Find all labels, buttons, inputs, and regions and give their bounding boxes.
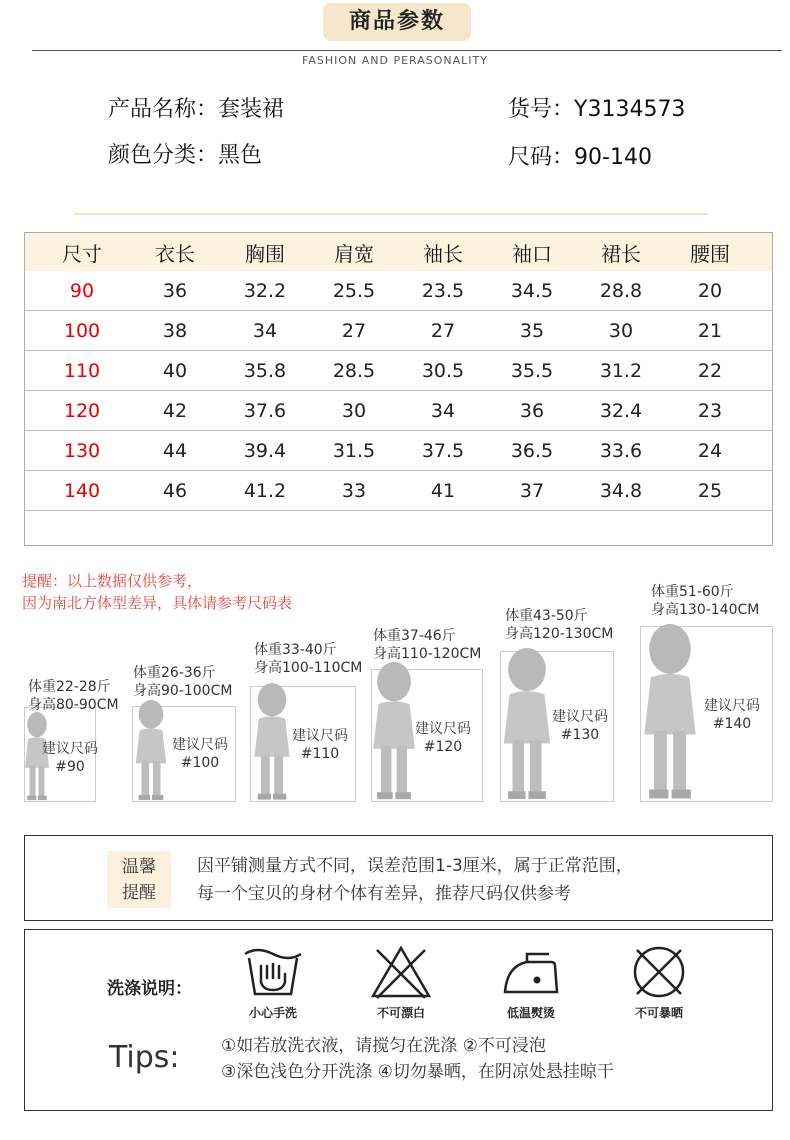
- figure-weight-height: [254, 641, 362, 677]
- figure-weight: 体重33-40斤: [254, 642, 337, 658]
- table-cell: 30: [608, 319, 634, 342]
- page-title: 商品参数: [323, 3, 471, 41]
- table-cell: 35.5: [510, 359, 554, 382]
- table-row: [25, 311, 772, 351]
- product-name-value: 套装裙: [218, 97, 285, 122]
- size-cell: 110: [63, 359, 101, 382]
- table-header-cell: 袖长: [423, 241, 463, 266]
- hand-wash-item: [233, 944, 313, 1021]
- warm-tip-text: [197, 852, 633, 908]
- table-cell: 23: [697, 399, 723, 422]
- suggest-label: 建议尺码: [552, 709, 608, 725]
- hand-wash-icon: [241, 944, 305, 1000]
- figure-height: 身高90-100CM: [133, 683, 233, 699]
- table-cell: 36.5: [510, 439, 554, 462]
- no-tumble-dry-icon: [627, 944, 691, 1000]
- figure-weight: 体重26-36斤: [133, 665, 216, 681]
- size-table: [24, 232, 773, 546]
- product-name: [108, 92, 284, 123]
- washing-instructions: [24, 929, 773, 1111]
- table-header-cell: 裙长: [601, 241, 641, 266]
- figure-height: 身高110-120CM: [373, 646, 482, 662]
- table-cell: 39.4: [243, 439, 287, 462]
- table-cell: 27: [341, 319, 367, 342]
- table-cell: 41.2: [243, 479, 287, 502]
- table-cell: 28.8: [599, 279, 643, 302]
- figure-suggestion: [692, 697, 772, 733]
- table-row: [25, 351, 772, 391]
- table-cell: 37.6: [243, 399, 287, 422]
- table-row: [25, 271, 772, 311]
- table-cell: 28.5: [332, 359, 376, 382]
- product-color-label: 颜色分类：: [108, 143, 219, 168]
- suggest-size: #90: [55, 759, 85, 775]
- table-cell: 24: [697, 439, 723, 462]
- table-cell: 35.8: [243, 359, 287, 382]
- product-sku-label: 货号：: [508, 97, 575, 122]
- table-cell: 37.5: [421, 439, 465, 462]
- table-cell: 40: [162, 359, 188, 382]
- table-cell: 31.5: [332, 439, 376, 462]
- table-cell: 33.6: [599, 439, 643, 462]
- table-cell: 25: [697, 479, 723, 502]
- table-cell: 32.4: [599, 399, 643, 422]
- table-row: [25, 391, 772, 431]
- figure-suggestion: [160, 736, 240, 772]
- product-color: [108, 138, 262, 169]
- table-header-cell: 胸围: [245, 241, 285, 266]
- product-size-value: 90-140: [574, 145, 652, 170]
- table-header-cell: 腰围: [690, 241, 730, 266]
- figure-height: 身高100-110CM: [254, 660, 363, 676]
- warm-tip-badge-line-2: 提醒: [122, 883, 156, 903]
- suggest-label: 建议尺码: [292, 728, 348, 744]
- low-iron-item: [491, 944, 571, 1021]
- table-header-cell: 衣长: [155, 241, 195, 266]
- table-cell: 42: [162, 399, 188, 422]
- table-header-cell: 尺寸: [62, 241, 102, 266]
- size-reminder: [22, 570, 292, 614]
- section-divider: [74, 213, 708, 215]
- table-cell: 41: [430, 479, 456, 502]
- figure-suggestion: [403, 720, 483, 756]
- size-table-header: [25, 233, 772, 271]
- table-cell: 20: [697, 279, 723, 302]
- low-iron-label: 低温熨烫: [506, 1006, 555, 1020]
- warm-tip-badge: [107, 851, 171, 908]
- tip-line-2: ③深色浅色分开洗涤 ④切勿暴晒，在阴凉处悬挂晾干: [221, 1062, 614, 1082]
- table-cell: 38: [162, 319, 188, 342]
- table-cell: 34: [252, 319, 278, 342]
- warm-tip-line-2: 每一个宝贝的身材个体有差异，推荐尺码仅供参考: [197, 884, 571, 904]
- table-cell: 30: [341, 399, 367, 422]
- product-color-value: 黑色: [218, 143, 263, 168]
- table-cell: 25.5: [332, 279, 376, 302]
- table-cell: 34.5: [510, 279, 554, 302]
- table-cell: 34.8: [599, 479, 643, 502]
- tip-line-1: ①如若放洗衣液，请搅匀在洗涤 ②不可浸泡: [221, 1036, 546, 1056]
- figure-weight: 体重51-60斤: [651, 584, 734, 600]
- no-bleach-item: [361, 944, 441, 1021]
- figure-weight: 体重43-50斤: [505, 608, 588, 624]
- warm-tip-box: [24, 835, 773, 921]
- table-row: [25, 471, 772, 511]
- figure-weight-height: [133, 664, 232, 700]
- warm-tip-badge-line-1: 温馨: [122, 857, 156, 877]
- size-cell: 90: [69, 279, 95, 302]
- figure-weight-height: [651, 583, 759, 619]
- figure-suggestion: [280, 727, 360, 763]
- figure-height: 身高120-130CM: [505, 626, 614, 642]
- suggest-label: 建议尺码: [415, 721, 471, 737]
- table-cell: 31.2: [599, 359, 643, 382]
- reminder-line-1: 提醒：以上数据仅供参考，: [22, 572, 203, 590]
- size-cell: 100: [63, 319, 101, 342]
- product-name-label: 产品名称：: [108, 97, 219, 122]
- hand-wash-label: 小心手洗: [248, 1006, 297, 1020]
- figure-weight: 体重22-28斤: [28, 679, 111, 695]
- no-tumble-dry-item: [619, 944, 699, 1021]
- figure-suggestion: [30, 740, 110, 776]
- washing-title: 洗涤说明：: [107, 979, 192, 999]
- table-header-cell: 肩宽: [334, 241, 374, 266]
- tips-text: [221, 1033, 614, 1085]
- low-iron-icon: [499, 944, 563, 1000]
- table-cell: 32.2: [243, 279, 287, 302]
- reminder-line-2: 因为南北方体型差异，具体请参考尺码表: [22, 594, 293, 612]
- suggest-size: #130: [560, 727, 600, 743]
- size-cell: 140: [63, 479, 101, 502]
- table-header-cell: 袖口: [512, 241, 552, 266]
- no-bleach-label: 不可漂白: [376, 1006, 425, 1020]
- page-subtitle: FASHION AND PERASONALITY: [302, 54, 488, 67]
- table-cell: 22: [697, 359, 723, 382]
- table-cell: 34: [430, 399, 456, 422]
- product-size-label: 尺码：: [508, 145, 575, 170]
- figure-weight-height: [505, 607, 613, 643]
- table-cell: 36: [519, 399, 545, 422]
- table-cell: 23.5: [421, 279, 465, 302]
- suggest-size: #140: [712, 716, 752, 732]
- figure-suggestion: [540, 708, 620, 744]
- title-divider: [32, 50, 782, 51]
- table-cell: 46: [162, 479, 188, 502]
- suggest-size: #120: [423, 739, 463, 755]
- tips-heading: Tips:: [109, 1040, 180, 1075]
- figure-weight-height: [28, 678, 119, 714]
- suggest-label: 建议尺码: [172, 737, 228, 753]
- suggest-label: 建议尺码: [42, 741, 98, 757]
- table-cell: 36: [162, 279, 188, 302]
- warm-tip-line-1: 因平铺测量方式不同，误差范围1-3厘米，属于正常范围，: [197, 856, 633, 876]
- product-sku: [508, 92, 685, 123]
- no-tumble-dry-label: 不可暴晒: [634, 1006, 683, 1020]
- product-size-range: [508, 140, 652, 171]
- table-row: [25, 431, 772, 471]
- product-sku-value: Y3134573: [574, 97, 686, 122]
- table-cell: 44: [162, 439, 188, 462]
- table-cell: 27: [430, 319, 456, 342]
- size-cell: 130: [63, 439, 101, 462]
- figure-height: 身高80-90CM: [28, 697, 119, 713]
- figure-weight-height: [373, 627, 481, 663]
- suggest-size: #100: [180, 755, 220, 771]
- figure-weight: 体重37-46斤: [373, 628, 456, 644]
- table-cell: 35: [519, 319, 545, 342]
- table-cell: 21: [697, 319, 723, 342]
- size-cell: 120: [63, 399, 101, 422]
- no-bleach-icon: [369, 944, 433, 1000]
- table-cell: 33: [341, 479, 367, 502]
- figure-height: 身高130-140CM: [651, 602, 760, 618]
- table-cell: 30.5: [421, 359, 465, 382]
- suggest-label: 建议尺码: [704, 698, 760, 714]
- table-cell: 37: [519, 479, 545, 502]
- suggest-size: #110: [300, 746, 340, 762]
